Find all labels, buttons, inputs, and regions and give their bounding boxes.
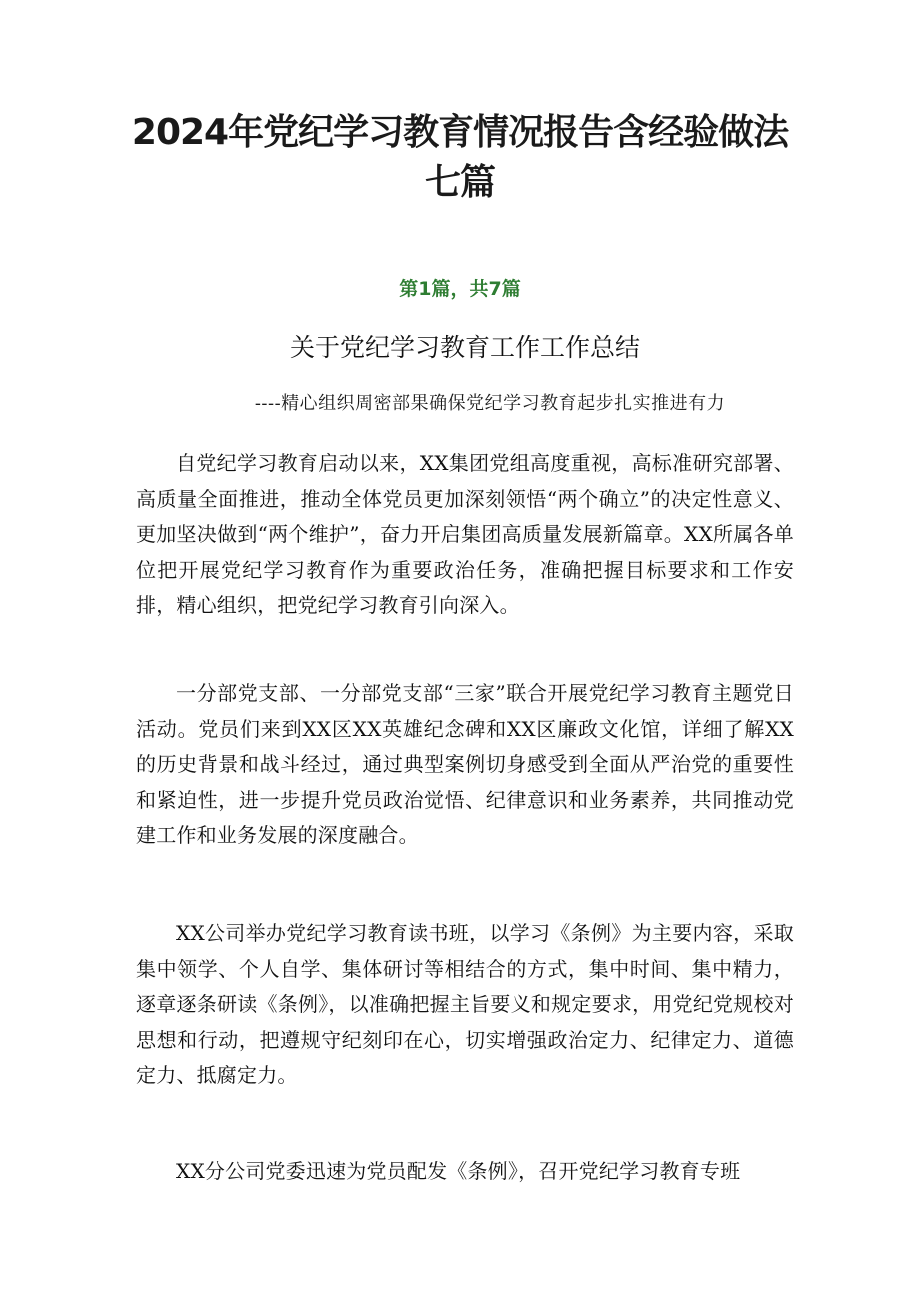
body-paragraph: 自党纪学习教育启动以来，XX集团党组高度重视，高标准研究部署、高质量全面推进，推动全体党员更加深刻领悟“两个确立”的决定性意义、更加坚决做到“两个维护”，奋力开启集团高质量发展新篇章。XX所属各单位把开展党纪学习教育作为重要政治任务，准确把握目标要求和工作安排，精心组织，把党纪学习教育引向深入。 — [136, 451, 794, 618]
section-title: 关于党纪学习教育工作工作总结 — [289, 333, 640, 362]
section-subtitle: ----精心组织周密部果确保党纪学习教育起步扎实推进有力 — [254, 393, 726, 414]
body-paragraph: XX分公司党委迅速为党员配发《条例》，召开党纪学习教育专班 — [176, 1159, 741, 1183]
document-title: 2024年党纪学习教育情况报告含经验做法七篇 — [131, 112, 789, 203]
body-paragraph: XX公司举办党纪学习教育读书班，以学习《条例》为主要内容，采取集中领学、个人自学、集体研讨等相结合的方式，集中时间、集中精力，逐章逐条研读《条例》，以准确把握主旨要义和规定要求，用党纪党规校对思想和行动，把遵规守纪刻印在心，切实增强政治定力、纪律定力、道德定力、抵腐定力。 — [136, 921, 794, 1088]
part-indicator: 第1篇，共7篇 — [399, 278, 521, 300]
body-paragraph: 一分部党支部、一分部党支部“三家”联合开展党纪学习教育主题党日活动。党员们来到XX区XX英雄纪念碑和XX区廉政文化馆，详细了解XX的历史背景和战斗经过，通过典型案例切身感受到全面从严治党的重要性和紧迫性，进一步提升党员政治觉悟、纪律意识和业务素养，共同推动党建工作和业务发展的深度融合。 — [136, 681, 794, 848]
